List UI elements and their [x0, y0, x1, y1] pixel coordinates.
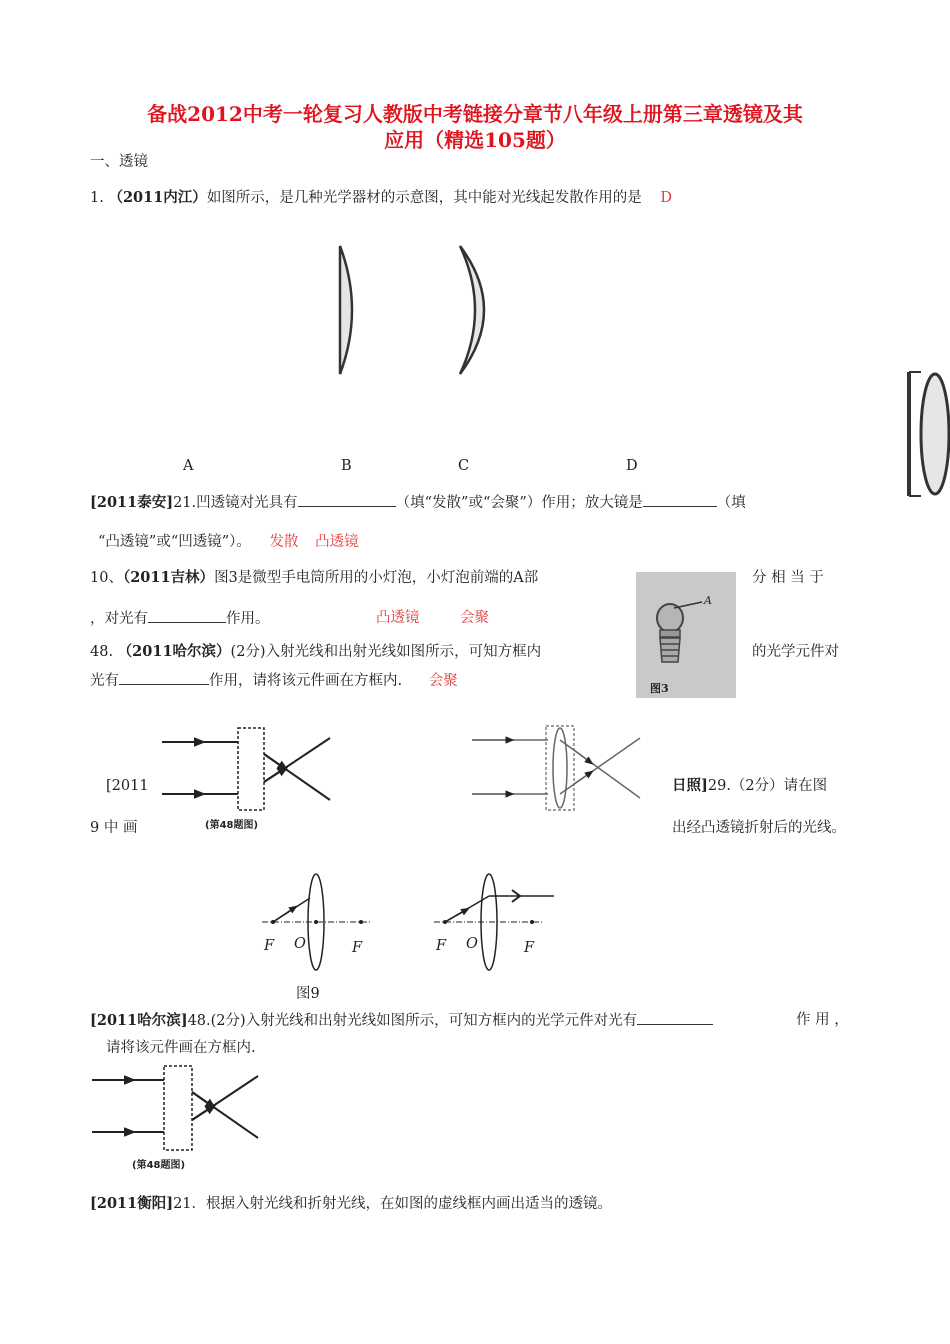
question-21-line-2-text: “凸透镜”或“凹透镜”）。 — [98, 534, 251, 550]
question-10-answer-1: 凸透镜 — [376, 610, 420, 626]
answer-blank — [637, 1010, 713, 1025]
question-10-text-2b: 作用。 — [226, 611, 270, 627]
question-21-answer-1: 发散 — [269, 534, 299, 550]
bulb-caption: 图3 — [650, 682, 669, 695]
question-48-text-2a: 光有 — [90, 673, 119, 689]
question-48-number: 48. — [90, 644, 114, 660]
figure-9-caption: 图9 — [296, 986, 320, 1002]
question-48-text-1: (2分)入射光线和出射光线如图所示，可知方框内 — [230, 644, 542, 660]
section-heading: 一、透镜 — [90, 154, 148, 170]
question-48-source: （2011哈尔滨） — [117, 643, 231, 660]
question-48-repeat-text-1b: 作 用 ， — [796, 1012, 849, 1028]
focal-label-left-2: F — [436, 938, 447, 954]
bulb-photo — [636, 572, 736, 698]
lens-b-figure — [330, 240, 370, 380]
lens-c-figure — [450, 240, 510, 380]
optical-center-label: O — [294, 936, 306, 952]
figure-48-box-diagram — [160, 720, 340, 820]
lens-d-figure — [905, 370, 950, 500]
question-29-text: 29.（2分）请在图 — [707, 778, 828, 794]
question-21-hengyang-text: 21．根据入射光线和折射光线，在如图的虚线框内画出适当的透镜。 — [173, 1196, 613, 1212]
question-21-line-2 — [98, 532, 359, 552]
optical-center-label-2: O — [466, 936, 478, 952]
figure-48-caption-2: (第48题图) — [132, 1160, 186, 1171]
question-48-answer: 会聚 — [428, 673, 458, 689]
figure-9-right — [432, 870, 562, 970]
question-29-source: 日照] — [672, 777, 708, 794]
focal-label-right-2: F — [524, 940, 535, 956]
question-10 — [90, 568, 538, 588]
question-10-text-1b: 分 相 当 于 — [752, 570, 824, 586]
question-10-line-2 — [90, 608, 270, 629]
figure-48-answer-diagram — [470, 720, 650, 820]
question-48-text-2b: 作用，请将该元件画在方框内. — [209, 673, 403, 689]
question-21-text-1: 21.凹透镜对光具有 — [173, 495, 298, 511]
question-48-repeat — [90, 1010, 713, 1031]
question-21-taian — [90, 492, 746, 513]
bulb-mark-a: A — [704, 594, 712, 607]
question-48-repeat-source: [2011哈尔滨] — [90, 1012, 188, 1029]
focal-label-right: F — [352, 940, 363, 956]
question-21-hengyang — [90, 1194, 612, 1214]
question-21-hengyang-source: [2011衡阳] — [90, 1195, 174, 1212]
question-1-text: 如图所示，是几种光学器材的示意图，其中能对光线起发散作用的是 — [206, 190, 642, 206]
question-48-line-2 — [90, 670, 458, 691]
question-10-source: （2011吉林） — [122, 569, 215, 586]
answer-blank — [119, 670, 209, 685]
answer-blank — [148, 608, 226, 623]
question-29-part-2 — [672, 776, 827, 796]
question-1 — [90, 188, 672, 208]
question-10-answer-2: 会聚 — [460, 610, 489, 626]
figure-48-caption: (第48题图) — [205, 820, 259, 831]
focal-label-left: F — [264, 938, 275, 954]
option-label-b: B — [341, 458, 352, 474]
figure-48-box-diagram-2 — [90, 1062, 270, 1162]
title-line-2: 应用（精选105题） — [384, 128, 566, 152]
question-48 — [90, 642, 541, 662]
question-1-number: 1. — [90, 190, 104, 206]
question-29-line-2a: 9 中 画 — [90, 820, 138, 836]
question-21-text-3: （填 — [716, 495, 746, 511]
option-label-c: C — [458, 458, 470, 474]
answer-blank — [643, 492, 717, 507]
question-29-line-2b: 出经凸透镜折射后的光线。 — [672, 820, 846, 836]
question-48-repeat-line-2: 请将该元件画在方框内. — [106, 1040, 256, 1056]
question-21-answer-2: 凸透镜 — [315, 534, 359, 550]
question-1-source: （2011内江） — [108, 189, 207, 206]
question-29-part-1: [2011 — [106, 778, 149, 794]
question-10-text-2a: ，对光有 — [90, 611, 148, 627]
question-10-text-1: 图3是微型手电筒所用的小灯泡，小灯泡前端的A部 — [214, 570, 539, 586]
question-21-source: [2011泰安] — [90, 494, 174, 511]
option-label-a: A — [183, 458, 194, 474]
question-48-repeat-text-1: 48.(2分)入射光线和出射光线如图所示，可知方框内的光学元件对光有 — [187, 1013, 638, 1029]
answer-blank — [298, 492, 396, 507]
title-line-1: 备战2012中考一轮复习人教版中考链接分章节八年级上册第三章透镜及其 — [147, 102, 803, 126]
question-21-text-2: （填“发散”或“会聚”）作用；放大镜是 — [395, 495, 643, 511]
question-1-answer: D — [660, 190, 673, 206]
option-label-d: D — [626, 458, 638, 474]
question-10-number: 10、 — [90, 570, 123, 586]
question-48-text-1b: 的光学元件对 — [752, 644, 839, 660]
